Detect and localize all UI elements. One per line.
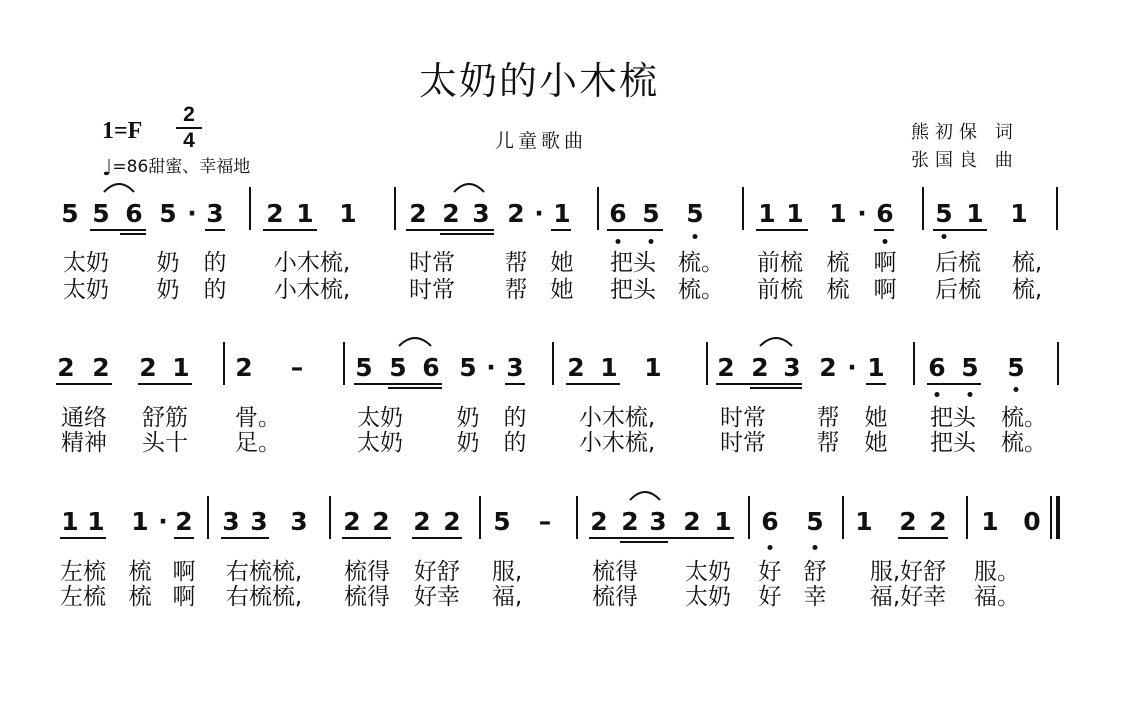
lyric: 梳, [1011, 277, 1043, 303]
lower-octave-dot [649, 239, 654, 244]
barline [706, 342, 708, 385]
note: 2 [621, 507, 639, 536]
note: 6 [876, 199, 894, 228]
note: 6 [125, 199, 143, 228]
underline [566, 383, 620, 385]
note: 5 [92, 199, 110, 228]
underline [388, 387, 442, 389]
dot-mark: · [534, 199, 544, 228]
note: 2 [929, 507, 947, 536]
note: 2 [139, 353, 157, 382]
underline [60, 537, 106, 539]
barline [329, 496, 331, 539]
lyric: 她 [864, 430, 888, 456]
lyric: 服,好舒 [869, 559, 947, 585]
underline [898, 537, 948, 539]
slur [758, 334, 794, 348]
song-title: 太奶的小木梳 [418, 59, 659, 103]
note: 2 [92, 353, 110, 382]
note: 2 [266, 199, 284, 228]
note: 5 [355, 353, 373, 382]
note: 5 [642, 199, 660, 228]
lyric: 帮 [504, 250, 528, 276]
dash: – [290, 353, 304, 382]
lyric: 的 [503, 405, 527, 431]
note: 0 [1023, 507, 1041, 536]
barline [343, 342, 345, 385]
tempo-marking [102, 152, 250, 181]
underline [120, 233, 146, 235]
note: 2 [372, 507, 390, 536]
dot-mark: · [486, 353, 496, 382]
note: 1 [553, 199, 571, 228]
lyric: 福。 [974, 584, 1020, 610]
lyric: 梳, [1011, 250, 1043, 276]
lyric: 的 [203, 250, 227, 276]
lyric: 把头 [930, 405, 976, 431]
lower-octave-dot [616, 239, 621, 244]
lyric: 足。 [235, 430, 281, 456]
lyric: 头十 [142, 430, 188, 456]
note: 2 [57, 353, 75, 382]
lyric: 舒筋 [142, 405, 188, 431]
note: 5 [389, 353, 407, 382]
note: 2 [819, 353, 837, 382]
lyric: 福, [491, 584, 523, 610]
lyric: 后梳 [935, 277, 981, 303]
note: 2 [409, 199, 427, 228]
note: 1 [1010, 199, 1028, 228]
underline [56, 383, 112, 385]
note: 6 [609, 199, 627, 228]
note: 3 [783, 353, 801, 382]
note: 2 [683, 507, 701, 536]
note: 5 [459, 353, 477, 382]
lyric: 奶 [156, 277, 180, 303]
lower-octave-dot [768, 545, 773, 550]
lyric: 太奶 [357, 430, 403, 456]
lower-octave-dot [968, 392, 973, 397]
dot-mark: · [847, 353, 857, 382]
note: 1 [172, 353, 190, 382]
slur [397, 334, 433, 348]
lyric: 帮 [816, 405, 840, 431]
lyric: 小木梳, [578, 430, 656, 456]
note: 1 [855, 507, 873, 536]
barline [394, 187, 396, 230]
note: 3 [649, 507, 667, 536]
note: 2 [442, 199, 460, 228]
lyric: 小木梳, [578, 405, 656, 431]
lyric: 太奶 [63, 250, 109, 276]
lyric: 梳 [826, 250, 850, 276]
note: 1 [339, 199, 357, 228]
tempo-text: =86甜蜜、幸福地 [112, 157, 251, 177]
note: 6 [928, 353, 946, 382]
underline [90, 229, 146, 231]
lyric: 时常 [409, 277, 455, 303]
lyric: 幸 [803, 584, 827, 610]
lyric: 太奶 [357, 405, 403, 431]
lyric: 梳。 [1001, 430, 1047, 456]
note: 5 [61, 199, 79, 228]
lyric: 梳 [826, 277, 850, 303]
composer-credit: 张国良 曲 [911, 150, 1019, 171]
barline [223, 342, 225, 385]
barline [966, 496, 968, 539]
final-barline-thin [1050, 496, 1052, 539]
barline [1057, 342, 1059, 385]
lyric: 帮 [816, 430, 840, 456]
underline [263, 229, 317, 231]
note: 2 [717, 353, 735, 382]
underline [342, 537, 391, 539]
note: 3 [506, 353, 524, 382]
lower-octave-dot [813, 545, 818, 550]
barline [207, 496, 209, 539]
lyric: 的 [503, 430, 527, 456]
underline [927, 383, 981, 385]
slur [102, 180, 136, 194]
lyric: 啊 [873, 250, 897, 276]
underline [138, 383, 192, 385]
note: 1 [758, 199, 776, 228]
lyric: 精神 [61, 430, 107, 456]
note: 5 [961, 353, 979, 382]
underline [750, 387, 802, 389]
lyric: 梳。 [1001, 405, 1047, 431]
lyric: 她 [550, 250, 574, 276]
lyric: 她 [550, 277, 574, 303]
underline [174, 537, 194, 539]
note: 2 [343, 507, 361, 536]
note: 5 [159, 199, 177, 228]
barline [552, 342, 554, 385]
barline [479, 496, 481, 539]
lyric: 前梳 [757, 277, 803, 303]
note: 3 [472, 199, 490, 228]
time-signature-bottom: 4 [183, 129, 195, 152]
note: 3 [250, 507, 268, 536]
lyric: 梳 [128, 559, 152, 585]
dot-mark: · [187, 199, 197, 228]
underline [551, 229, 571, 231]
lyric: 梳 [128, 584, 152, 610]
lyric: 好 [758, 559, 782, 585]
lyric: 啊 [873, 277, 897, 303]
note: 2 [413, 507, 431, 536]
lyric: 奶 [456, 430, 480, 456]
lyric: 把头 [930, 430, 976, 456]
lyric: 把头 [610, 277, 656, 303]
note: 2 [235, 353, 253, 382]
barline [1056, 187, 1058, 230]
underline [607, 229, 663, 231]
lyric: 前梳 [757, 250, 803, 276]
lower-octave-dot [1014, 387, 1019, 392]
underline [205, 229, 225, 231]
underline [933, 229, 987, 231]
lyric: 左梳 [60, 559, 106, 585]
lyric: 太奶 [63, 277, 109, 303]
note: 2 [507, 199, 525, 228]
slur [452, 180, 486, 194]
underline [412, 537, 462, 539]
lyric: 啊 [172, 584, 196, 610]
quarter-note-icon: ♩ [102, 156, 113, 181]
note: 1 [644, 353, 662, 382]
lyric: 好幸 [414, 584, 460, 610]
lyric: 奶 [456, 405, 480, 431]
lyric: 服。 [974, 559, 1020, 585]
barline [597, 187, 599, 230]
dot-mark: · [158, 507, 168, 536]
lyric: 骨。 [235, 405, 281, 431]
note: 6 [422, 353, 440, 382]
lyric: 右梳梳, [225, 584, 303, 610]
note: 3 [206, 199, 224, 228]
underline [505, 383, 525, 385]
lyric: 梳得 [592, 559, 638, 585]
lyric: 好 [758, 584, 782, 610]
barline [842, 496, 844, 539]
underline [221, 537, 269, 539]
lyric: 时常 [720, 430, 766, 456]
lyric: 的 [203, 277, 227, 303]
underline [874, 229, 894, 231]
underline [756, 229, 808, 231]
note: 2 [175, 507, 193, 536]
underline [620, 541, 668, 543]
note: 2 [590, 507, 608, 536]
note: 1 [600, 353, 618, 382]
lower-octave-dot [935, 392, 940, 397]
time-signature [174, 104, 204, 152]
lyric: 后梳 [935, 250, 981, 276]
lyric: 帮 [504, 277, 528, 303]
note: 3 [290, 507, 308, 536]
lyric: 小木梳, [273, 250, 351, 276]
lyric: 梳。 [678, 250, 724, 276]
barline [922, 187, 924, 230]
note: 1 [981, 507, 999, 536]
note: 2 [567, 353, 585, 382]
lyricist-credit: 熊初保 词 [911, 122, 1019, 143]
note: 1 [87, 507, 105, 536]
note: 5 [935, 199, 953, 228]
time-signature-top: 2 [183, 103, 195, 126]
lyric: 梳。 [678, 277, 724, 303]
barline [748, 496, 750, 539]
lyric: 小木梳, [273, 277, 351, 303]
dash: – [538, 507, 552, 536]
barline [913, 342, 915, 385]
final-barline-thick [1056, 496, 1060, 539]
note: 2 [899, 507, 917, 536]
note: 1 [786, 199, 804, 228]
note: 5 [1007, 353, 1025, 382]
lyric: 左梳 [60, 584, 106, 610]
note: 1 [296, 199, 314, 228]
underline [406, 229, 494, 231]
lyric: 太奶 [685, 584, 731, 610]
note: 1 [829, 199, 847, 228]
note: 1 [714, 507, 732, 536]
barline [576, 496, 578, 539]
lyric: 服, [491, 559, 523, 585]
dot-mark: · [857, 199, 867, 228]
lyric: 时常 [409, 250, 455, 276]
lyric: 把头 [610, 250, 656, 276]
note: 2 [443, 507, 461, 536]
lyric: 通络 [61, 405, 107, 431]
note: 1 [966, 199, 984, 228]
note: 1 [131, 507, 149, 536]
note: 2 [751, 353, 769, 382]
lyric: 右梳梳, [225, 559, 303, 585]
underline [589, 537, 734, 539]
lyric: 舒 [803, 559, 827, 585]
lyric: 梳得 [344, 559, 390, 585]
barline [249, 187, 251, 230]
note: 6 [761, 507, 779, 536]
lyric: 梳得 [344, 584, 390, 610]
lyric: 奶 [156, 250, 180, 276]
lyric: 福,好幸 [869, 584, 947, 610]
lyric: 啊 [172, 559, 196, 585]
genre-label: 儿童歌曲 [495, 130, 588, 152]
lyric: 好舒 [414, 559, 460, 585]
lyric: 时常 [720, 405, 766, 431]
underline [354, 383, 442, 385]
note: 5 [686, 199, 704, 228]
lyric: 梳得 [592, 584, 638, 610]
note: 5 [493, 507, 511, 536]
note: 1 [867, 353, 885, 382]
underline [440, 233, 494, 235]
lower-octave-dot [942, 234, 947, 239]
note: 5 [806, 507, 824, 536]
lower-octave-dot [693, 234, 698, 239]
underline [716, 383, 802, 385]
slur [628, 488, 662, 502]
lower-octave-dot [883, 239, 888, 244]
lyric: 太奶 [685, 559, 731, 585]
lyric: 她 [864, 405, 888, 431]
underline [866, 383, 886, 385]
note: 3 [222, 507, 240, 536]
barline [742, 187, 744, 230]
key-signature: 1=F [102, 118, 143, 144]
note: 1 [61, 507, 79, 536]
